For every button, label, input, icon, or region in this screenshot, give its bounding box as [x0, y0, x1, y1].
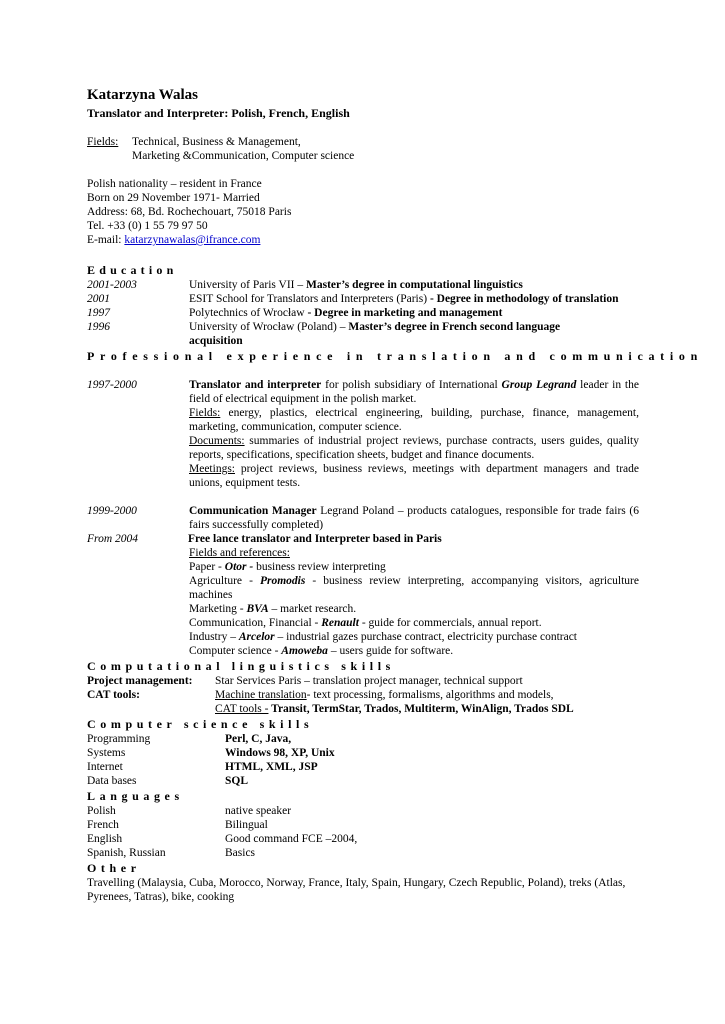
- email-row: [87, 233, 639, 247]
- job-text: leader in the field of electrical equipment in the polish market.: [189, 379, 639, 405]
- job-fields-text: energy, plastics, electrical engineering, building, purchase, finance, management, marketing, communication, computer science.: [189, 407, 639, 433]
- experience-heading: Professional experience in translation and communication: [87, 349, 703, 363]
- project-management-label: Project management:: [87, 675, 193, 687]
- project-management-row: [87, 674, 639, 688]
- cs-skill-row: [87, 732, 639, 746]
- education-date: 1997: [87, 307, 110, 319]
- reference-client: Arcelor: [238, 631, 275, 643]
- cs-skill-value: SQL: [225, 775, 249, 787]
- candidate-subtitle: Translator and Interpreter: Polish, French, English: [87, 106, 350, 120]
- education-degree: - Degree in methodology of translation: [429, 293, 619, 305]
- personal-block: [87, 177, 639, 247]
- job-meetings-label: Meetings:: [189, 463, 235, 475]
- job-text: Legrand Poland – products catalogues, responsible for trade fairs (6 fairs successfully completed): [189, 505, 639, 531]
- cs-skill-label: Internet: [87, 761, 123, 773]
- education-item: [87, 320, 639, 348]
- cs-skills-list: [87, 732, 639, 788]
- reference-client: Renault: [321, 617, 359, 629]
- education-school: University of Wrocław (Poland) –: [189, 321, 349, 333]
- cs-skill-value: Windows 98, XP, Unix: [225, 747, 335, 759]
- cat-tools-sublabel: CAT tools -: [215, 703, 269, 715]
- reference-item: Agriculture - Promodis - business review interpreting, accompanying visitors, agriculture machines: [189, 575, 639, 601]
- languages-heading: Languages: [87, 789, 184, 803]
- education-item: [87, 306, 639, 320]
- education-date: 2001: [87, 293, 110, 305]
- reference-item: Industry – Arcelor – industrial gazes purchase contract, electricity purchase contract: [189, 631, 577, 643]
- language-name: Polish: [87, 805, 116, 817]
- language-name: Spanish, Russian: [87, 847, 166, 859]
- fields-block: [87, 135, 639, 163]
- fields-line-2: Marketing &Communication, Computer science: [132, 150, 355, 162]
- education-degree: Master’s degree in computational linguistics: [306, 279, 523, 291]
- experience-date: From 2004: [87, 533, 139, 545]
- cs-skill-row: [87, 774, 639, 788]
- job-role: Free lance translator and Interpreter based in Paris: [188, 533, 442, 545]
- reference-client: Promodis: [259, 575, 306, 587]
- birth-info: Born on 29 November 1971- Married: [87, 192, 260, 204]
- education-degree: Master’s degree in French second language acquisition: [189, 321, 561, 347]
- cs-skill-value: HTML, XML, JSP: [225, 761, 318, 773]
- education-heading: Education: [87, 263, 178, 277]
- language-name: English: [87, 833, 123, 845]
- job-role: Communication Manager: [189, 505, 317, 517]
- reference-client: BVA: [246, 603, 269, 615]
- cs-skill-row: [87, 746, 639, 760]
- phone: Tel. +33 (0) 1 55 79 97 50: [87, 220, 208, 232]
- education-school: Polytechnics of Wrocław: [189, 307, 308, 319]
- experience-date: 1997-2000: [87, 379, 137, 391]
- language-level: Good command FCE –2004,: [225, 833, 358, 845]
- experience-date: 1999-2000: [87, 505, 137, 517]
- language-name: French: [87, 819, 119, 831]
- candidate-name: Katarzyna Walas: [87, 87, 198, 103]
- reference-item: Communication, Financial - Renault - guide for commercials, annual report.: [189, 617, 542, 629]
- fields-label: Fields:: [87, 136, 119, 148]
- address: Address: 68, Bd. Rochechouart, 75018 Paris: [87, 206, 292, 218]
- reference-client: Otor -: [224, 561, 254, 573]
- language-row: [87, 818, 639, 832]
- cat-tools-label: CAT tools:: [87, 689, 140, 701]
- job-references-label: Fields and references:: [189, 547, 290, 559]
- education-degree: - Degree in marketing and management: [307, 307, 503, 319]
- experience-item-2: [87, 504, 639, 532]
- machine-translation-text: - text processing, formalisms, algorithms and models,: [306, 689, 554, 701]
- experience-item-3: [87, 532, 639, 658]
- experience-item-1: [87, 378, 639, 490]
- reference-item: Marketing - BVA – market research.: [189, 603, 357, 615]
- other-heading: Other: [87, 861, 141, 875]
- cs-skill-label: Programming: [87, 733, 151, 745]
- education-school: University of Paris VII –: [189, 279, 307, 291]
- language-level: Bilingual: [225, 819, 268, 831]
- email-link[interactable]: katarzynawalas@ifrance.com: [124, 234, 261, 246]
- cs-skill-row: [87, 760, 639, 774]
- languages-list: [87, 804, 639, 860]
- language-row: [87, 804, 639, 818]
- cs-skill-value: Perl, C, Java,: [225, 733, 292, 745]
- job-text: for polish subsidiary of International: [321, 379, 502, 391]
- cs-skill-label: Data bases: [87, 775, 137, 787]
- education-date: 1996: [87, 321, 110, 333]
- language-row: [87, 846, 639, 860]
- cat-tools-list: Transit, TermStar, Trados, Multiterm, WinAlign, Trados SDL: [268, 703, 574, 715]
- fields-line-1: Technical, Business & Management,: [132, 136, 301, 148]
- reference-item: Computer science - Amoweba – users guide for software.: [189, 645, 454, 657]
- language-level: native speaker: [225, 805, 292, 817]
- job-documents-text: summaries of industrial project reviews, purchase contracts, users guides, quality reports, specifications, specification sheets, budget and finance documents.: [189, 435, 639, 461]
- cs-skill-label: Systems: [87, 747, 126, 759]
- job-company: Group Legrand: [501, 379, 577, 391]
- cv-page: [87, 86, 703, 904]
- language-row: [87, 832, 639, 846]
- cat-tools-list-row: [87, 702, 639, 716]
- education-school: ESIT School for Translators and Interpreters (Paris): [189, 293, 430, 305]
- education-list: [87, 278, 639, 348]
- job-role: Translator and interpreter: [189, 379, 322, 391]
- language-level: Basics: [225, 847, 256, 859]
- reference-client: Amoweba: [281, 645, 328, 657]
- nationality: Polish nationality – resident in France: [87, 178, 262, 190]
- comp-ling-heading: Computational linguistics skills: [87, 659, 395, 673]
- machine-translation-label: Machine translation: [215, 689, 307, 701]
- job-fields-label: Fields:: [189, 407, 221, 419]
- project-management-text: Star Services Paris – translation project manager, technical support: [215, 675, 523, 687]
- education-date: 2001-2003: [87, 279, 137, 291]
- job-documents-label: Documents:: [189, 435, 245, 447]
- cat-tools-row: [87, 688, 639, 702]
- cs-skills-heading: Computer science skills: [87, 717, 314, 731]
- job-meetings-text: project reviews, business reviews, meetings with department managers and trade unions, equipment tests.: [189, 463, 639, 489]
- other-text: Travelling (Malaysia, Cuba, Morocco, Norway, France, Italy, Spain, Hungary, Czech Republic, Poland), treks (Atlas, Pyrenees, Tatras), bike, cooking: [87, 877, 626, 903]
- email-label: E-mail:: [87, 234, 125, 246]
- reference-item: Paper - Otor - business review interpreting: [189, 561, 386, 573]
- education-item: [87, 292, 639, 306]
- education-item: [87, 278, 639, 292]
